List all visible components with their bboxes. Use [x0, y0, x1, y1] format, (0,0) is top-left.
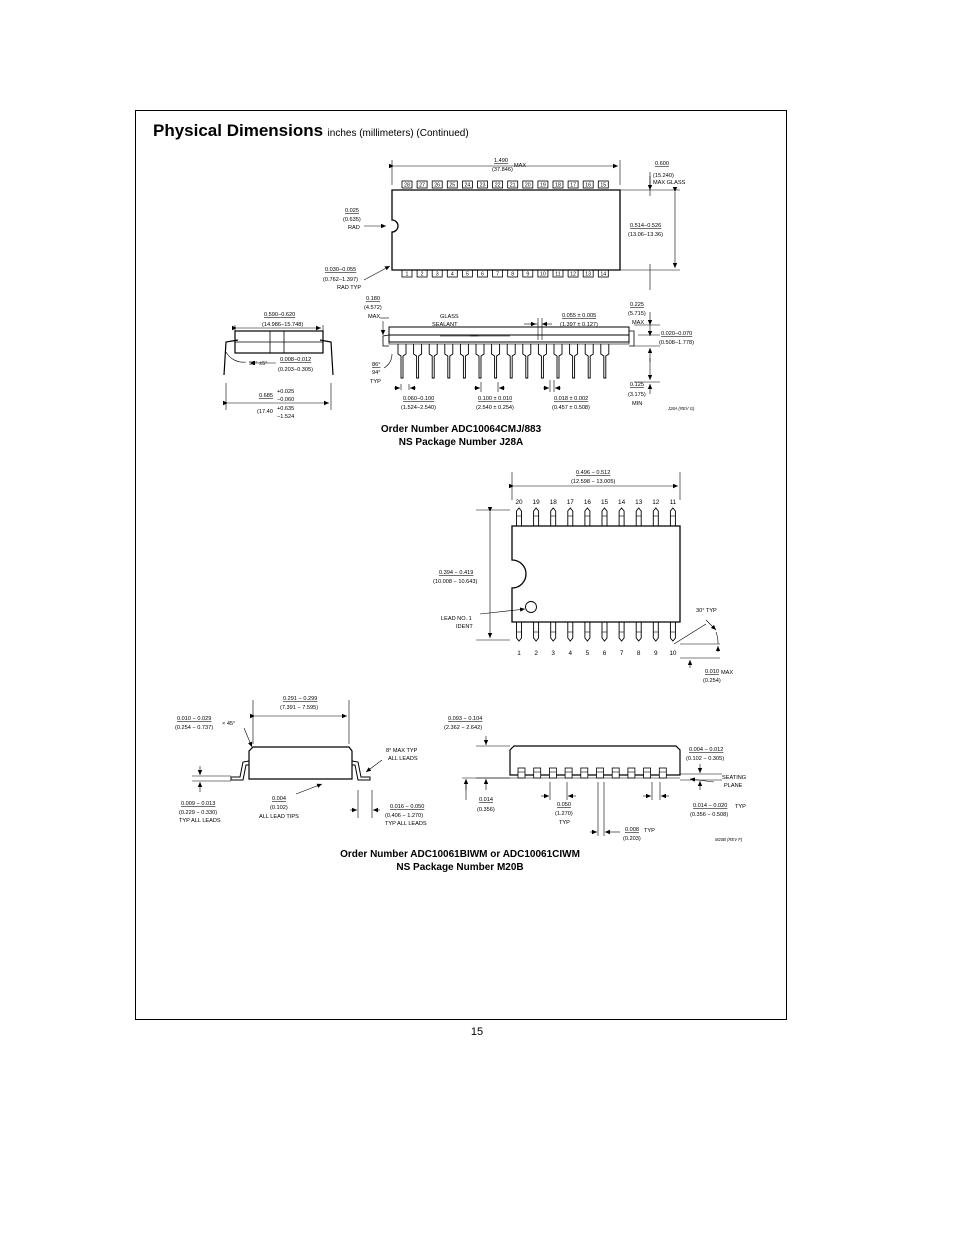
pin-number: 24: [464, 182, 471, 189]
j28a-row-mm: (14.986−15.748): [262, 322, 304, 328]
dip-lead: [523, 344, 531, 378]
pin-number: 16: [583, 499, 591, 506]
so-side-lead: [581, 768, 588, 778]
so-lead: [670, 508, 675, 526]
j28a-height-note: MAX: [368, 314, 381, 320]
j28a-spread-in: 0.685: [259, 393, 273, 399]
pin-number: 11: [669, 499, 677, 506]
so-lead: [619, 508, 624, 526]
so-side-lead: [549, 768, 556, 778]
pin-number: 7: [619, 650, 624, 657]
m20b-end-labels: [175, 696, 427, 827]
j28a-rad-note: RAD: [348, 225, 360, 231]
pin-number: 3: [551, 650, 555, 657]
pin-number: 5: [465, 271, 469, 278]
dip-lead: [601, 344, 609, 378]
pin-number: 23: [479, 182, 486, 189]
m20b-package-line: NS Package Number M20B: [396, 862, 524, 873]
m20b-gap-note: TYP: [644, 828, 655, 834]
j28a-height-mm: (4.572): [364, 305, 382, 311]
j28a-rad-in: 0.025: [345, 208, 359, 214]
dip-lead: [460, 344, 468, 378]
j28a-drawing-id: J28A (REV G): [668, 406, 695, 411]
m20b-body-outline: [512, 526, 680, 622]
pin-number: 2: [420, 271, 424, 278]
pin-number: 6: [481, 271, 484, 278]
pin-number: 16: [585, 182, 592, 189]
m20b-tips-mm: (0.102): [270, 805, 288, 811]
j28a-angle2-a: 86°: [372, 362, 381, 368]
m20b-top-pins: [515, 499, 676, 526]
pin-number: 18: [555, 182, 561, 189]
j28a-side-leads: [398, 344, 609, 378]
pin-number: 15: [600, 182, 607, 189]
pin-number: 21: [509, 182, 516, 189]
j28a-radtyp-leader: [364, 266, 390, 280]
dip-lead: [585, 344, 593, 378]
j28a-order-line: Order Number ADC10064CMJ/883: [380, 424, 542, 435]
m20b-angle-note: 30° TYP: [696, 608, 717, 614]
j28a-total-note: MAX: [632, 320, 645, 326]
so-side-lead: [628, 768, 635, 778]
pin-number: 1: [405, 271, 409, 278]
dip-lead: [445, 344, 453, 378]
so-lead: [653, 508, 658, 526]
j28a-pitch-in: 0.100 ± 0.010: [478, 396, 513, 402]
m20b-drawing-id: M20B (REV F): [715, 837, 743, 842]
m20b-length-in: 0.496 − 0.512: [576, 470, 611, 476]
m20b-coplan-mm: (0.254): [703, 678, 721, 684]
pin-number: 5: [585, 650, 590, 657]
j28a-side-body-upper: [389, 327, 629, 335]
so-side-lead: [659, 768, 666, 778]
heading-subtitle: inches (millimeters) (Continued): [327, 128, 469, 139]
m20b-coplan-in: 0.010: [705, 669, 719, 675]
so-side-lead: [644, 768, 651, 778]
j28a-leadd-in: 0.018 ± 0.002: [554, 396, 589, 402]
so-lead: [670, 622, 675, 641]
pin-number: 13: [585, 271, 592, 278]
pin-number: 1: [517, 650, 521, 657]
m20b-side-view: [462, 736, 725, 836]
m20b-pin1-dot: [526, 602, 537, 613]
m20b-gap-mm: (0.203): [623, 836, 641, 842]
m20b-stand-in: 0.004 − 0.012: [689, 747, 724, 753]
m20b-max8-2: ALL LEADS: [388, 756, 418, 762]
so-lead: [568, 622, 573, 641]
j28a-total-in: 0.225: [630, 302, 644, 308]
j28a-glass-in: 0.600: [655, 161, 669, 167]
m20b-max8-1: 8° MAX TYP: [386, 748, 418, 754]
j28a-width-mm: (13.06−13.36): [628, 232, 663, 238]
m20b-height-in: 0.093 − 0.104: [448, 716, 483, 722]
dip-lead: [429, 344, 437, 378]
so-lead: [568, 508, 573, 526]
m20b-side-leads: [518, 768, 666, 778]
m20b-gap-in: 0.008: [625, 827, 639, 833]
so-side-lead: [534, 768, 541, 778]
pin-number: 7: [496, 271, 500, 278]
pin-number: 14: [600, 271, 607, 278]
m20b-foot-in: 0.016 − 0.050: [390, 804, 425, 810]
m20b-e-in: 0.014: [479, 797, 493, 803]
j28a-top-dims: [364, 166, 675, 280]
so-lead: [653, 622, 658, 641]
j28a-width-in: 0.514−0.526: [630, 223, 662, 229]
m20b-pitch-mm: (1.270): [555, 811, 573, 817]
pin-number: 14: [618, 499, 626, 506]
m20b-chamfer-in: 0.010 − 0.029: [177, 716, 212, 722]
dip-lead: [554, 344, 562, 378]
j28a-total-mm: (5.715): [628, 311, 646, 317]
pin-number: 6: [602, 650, 607, 657]
j28a-top-labels: [323, 158, 686, 291]
pin-number: 4: [450, 271, 454, 278]
pin-number: 4: [568, 650, 573, 657]
m20b-seat-2: PLANE: [724, 783, 743, 789]
so-lead: [585, 508, 590, 526]
j28a-height-in: 0.180: [366, 296, 380, 302]
j28a-glass-mm: (15.240): [653, 173, 674, 179]
so-lead: [619, 622, 624, 641]
j28a-spread-tol-mm: +0.635: [277, 406, 295, 412]
j28a-base-in: 0.020−0.070: [661, 331, 693, 337]
m20b-e-mm: (0.356): [477, 807, 495, 813]
m20b-lead-label-2: IDENT: [456, 624, 473, 630]
pin-number: 19: [532, 499, 540, 506]
dip-lead: [414, 344, 422, 378]
so-lead: [534, 622, 539, 641]
m20b-width-in: 0.394 − 0.419: [439, 570, 474, 576]
dip-lead: [570, 344, 578, 378]
pin-number: 10: [669, 650, 677, 657]
m20b-tips-note: ALL LEAD TIPS: [259, 814, 299, 820]
j28a-radtyp-note: RAD TYP: [337, 285, 362, 291]
m20b-order-line: Order Number ADC10061BIWM or ADC10061CIWM: [340, 849, 580, 860]
pin-number: 18: [549, 499, 557, 506]
j28a-body-outline: [392, 190, 620, 270]
m20b-foot-mm: (0.406 − 1.270): [385, 813, 424, 819]
m20b-lw-mm: (0.356 − 0.508): [690, 812, 729, 818]
pin-number: 9: [654, 650, 658, 657]
pin-number: 27: [419, 182, 425, 189]
j28a-pitch-mm: (2.540 ± 0.254): [476, 405, 514, 411]
so-lead: [602, 508, 607, 526]
m20b-end-lead-right: [352, 761, 370, 780]
page-number: 15: [470, 1026, 484, 1038]
so-lead: [585, 622, 590, 641]
m20b-tips-in: 0.004: [272, 796, 286, 802]
j28a-length-in: 1.490: [494, 158, 508, 164]
m20b-body-mm: (7.391 − 7.595): [280, 705, 319, 711]
so-lead: [602, 622, 607, 641]
j28a-caption: [356, 423, 566, 449]
j28a-min-note: MIN: [632, 401, 643, 407]
dip-lead: [476, 344, 484, 378]
dip-lead: [398, 344, 406, 378]
j28a-end-lead-right: [320, 340, 333, 375]
so-side-lead: [518, 768, 525, 778]
pin-number: 11: [555, 271, 561, 278]
pin-number: 9: [526, 271, 530, 278]
pin-number: 22: [494, 182, 501, 189]
m20b-caption: [300, 848, 620, 874]
j28a-leadthick-mm: (0.203−0.305): [278, 367, 313, 373]
pin-number: 28: [404, 182, 410, 189]
m20b-lw-in: 0.014 − 0.020: [693, 803, 728, 809]
m20b-body-in: 0.291 − 0.299: [283, 696, 318, 702]
j28a-length-note: MAX: [514, 163, 527, 169]
pin-number: 12: [570, 271, 576, 278]
pin-number: 17: [570, 182, 576, 189]
j28a-glass-label-1: GLASS: [440, 314, 459, 320]
pin-number: 13: [635, 499, 643, 506]
j28a-package-line: NS Package Number J28A: [398, 437, 524, 448]
pin-number: 19: [540, 182, 546, 189]
j28a-shoulder-mm: (1.397 ± 0.127): [560, 322, 598, 328]
j28a-angle2-note: TYP: [370, 379, 381, 385]
m20b-chamfer-note: × 45°: [222, 721, 236, 727]
m20b-stand-mm: (0.102 − 0.305): [686, 756, 725, 762]
j28a-glass-note: MAX GLASS: [653, 180, 686, 186]
j28a-row-in: 0.590−0.620: [264, 312, 296, 318]
so-lead: [534, 508, 539, 526]
m20b-seat-1: SEATING: [722, 775, 747, 781]
pin-number: 15: [600, 499, 609, 506]
m20b-thick-mm: (0.229 − 0.330): [179, 810, 218, 816]
pin-number: 8: [511, 271, 515, 278]
m20b-width-mm: (10.008 − 10.643): [433, 579, 478, 585]
j28a-glass-label-2: SEALANT: [432, 322, 458, 328]
j28a-bottom-pins: [402, 270, 608, 278]
dip-lead: [492, 344, 500, 378]
pin-number: 20: [524, 182, 531, 189]
pin-number: 25: [449, 182, 456, 189]
m20b-chamfer-mm: (0.254 − 0.737): [175, 725, 214, 731]
m20b-bottom-pins: [517, 622, 677, 657]
m20b-thick-note: TYP ALL LEADS: [179, 818, 221, 824]
m20b-thick-in: 0.009 − 0.013: [181, 801, 216, 807]
j28a-rad-mm: (0.635): [343, 217, 361, 223]
m20b-pitch-note: TYP: [559, 820, 570, 826]
j28a-leadw-mm: (1.524−2.540): [401, 405, 436, 411]
pin-number: 12: [652, 499, 660, 506]
j28a-base-mm: (0.508−1.778): [659, 340, 694, 346]
pin-number: 2: [534, 650, 538, 657]
j28a-leadd-mm: (0.457 ± 0.508): [552, 405, 590, 411]
j28a-leadw-in: 0.060−0.100: [403, 396, 435, 402]
j28a-angle2-b: 94°: [372, 370, 381, 376]
pin-number: 20: [515, 499, 523, 506]
m20b-top-view: [476, 472, 720, 668]
dip-lead: [507, 344, 515, 378]
j28a-leadthick-in: 0.008−0.012: [280, 357, 312, 363]
j28a-spread-tol-in2: −0.060: [277, 397, 295, 403]
j28a-spread-tol-in: +0.025: [277, 389, 295, 395]
dip-lead: [538, 344, 546, 378]
pin-number: 17: [566, 499, 574, 506]
so-lead: [551, 508, 556, 526]
j28a-shoulder-in: 0.055 ± 0.005: [562, 313, 597, 319]
m20b-lead-label-1: LEAD NO. 1: [441, 616, 472, 622]
m20b-end-body: [249, 747, 352, 779]
m20b-lw-note: TYP: [735, 804, 746, 810]
m20b-end-lead-left: [231, 761, 249, 780]
so-side-lead: [597, 768, 604, 778]
m20b-end-view: [192, 700, 382, 818]
pin-number: 10: [540, 271, 546, 278]
j28a-spread-mm: (17.40: [257, 409, 273, 415]
so-lead: [636, 622, 641, 641]
j28a-radtyp-in: 0.030−0.055: [325, 267, 357, 273]
j28a-length-mm: (37.846): [492, 167, 513, 173]
m20b-length-mm: (12.598 − 13.005): [571, 479, 616, 485]
so-lead: [636, 508, 641, 526]
m20b-height-mm: (2.362 − 2.642): [444, 725, 483, 731]
j28a-min-in: 0.125: [630, 382, 644, 388]
m20b-pitch-in: 0.050: [557, 802, 571, 808]
so-lead: [551, 622, 556, 641]
so-side-lead: [612, 768, 619, 778]
j28a-angle: 95° ±5°: [249, 361, 268, 367]
pin-number: 26: [434, 182, 441, 189]
so-side-lead: [565, 768, 572, 778]
m20b-coplan-note: MAX: [721, 670, 734, 676]
pin-number: 3: [435, 271, 439, 278]
j28a-min-mm: (3.175): [628, 392, 646, 398]
m20b-foot-note: TYP ALL LEADS: [385, 821, 427, 827]
j28a-side-dims: [384, 354, 561, 392]
so-lead: [517, 622, 522, 641]
pin-number: 8: [636, 650, 641, 657]
j28a-spread-tol-mm2: −1.524: [277, 414, 295, 420]
m20b-side-labels: [444, 716, 746, 842]
so-lead: [517, 508, 522, 526]
j28a-top-pins: [402, 181, 608, 189]
j28a-radtyp-mm: (0.762−1.397): [323, 277, 358, 283]
heading-title: Physical Dimensions: [153, 121, 324, 140]
